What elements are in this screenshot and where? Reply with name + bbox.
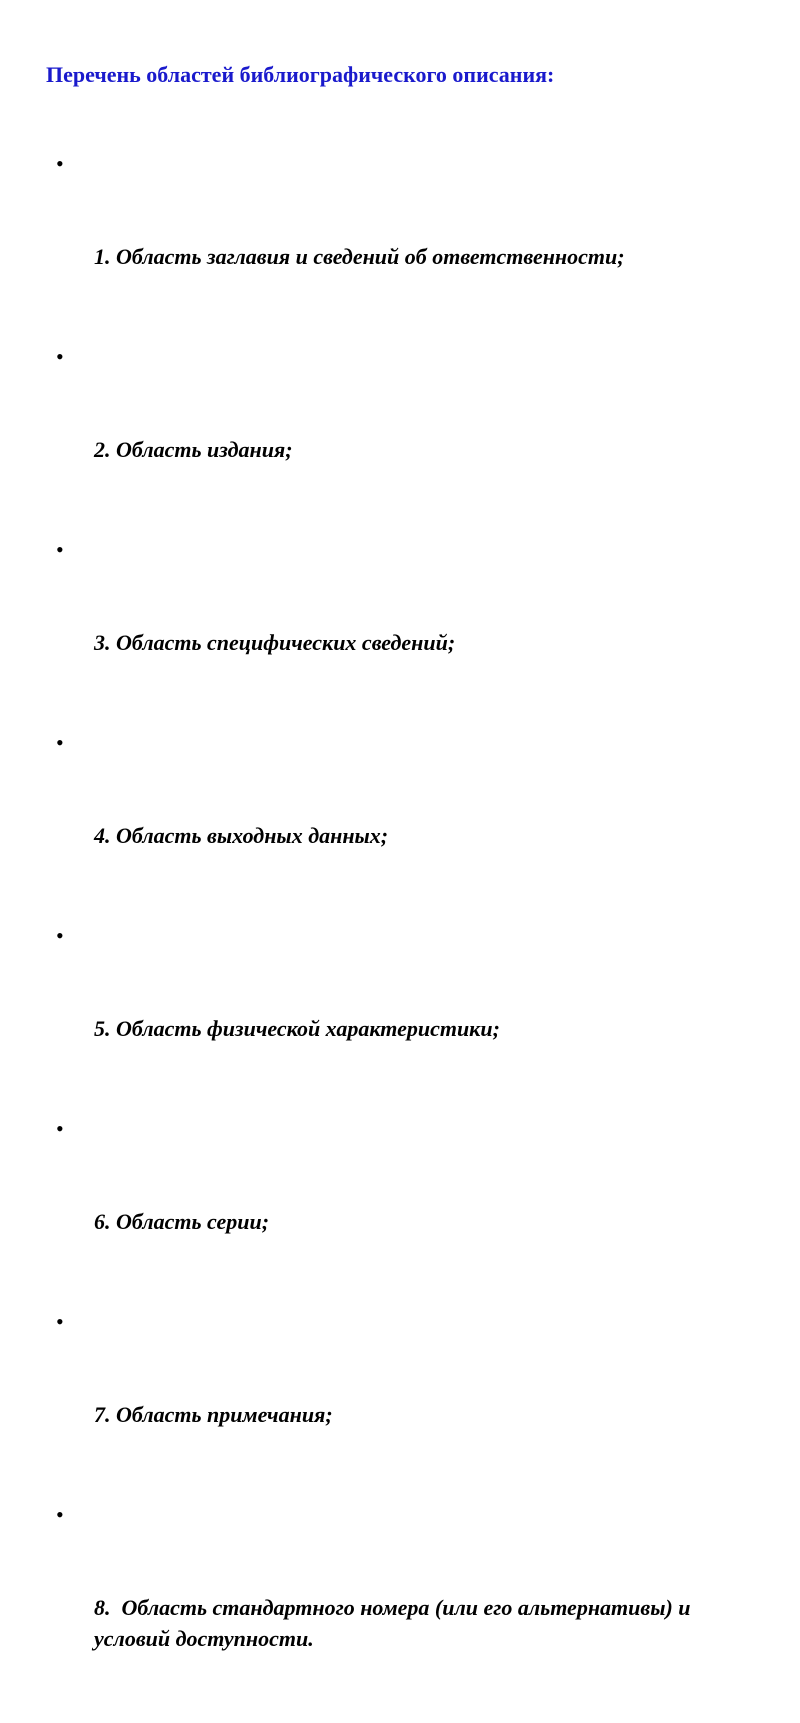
slide-title: Перечень областей библиографического описания:	[46, 62, 555, 87]
bullet-icon: •	[56, 1116, 64, 1141]
list-item	[46, 727, 746, 913]
list-item	[46, 1306, 746, 1492]
bullet-icon: •	[56, 151, 64, 176]
list-item	[46, 920, 746, 1106]
list-item-text: 1. Область заглавия и сведений об ответственности;	[94, 244, 625, 269]
bullet-icon: •	[56, 537, 64, 562]
list-item-text: 8. Область стандартного номера (или его альтернативы) и условий доступности.	[94, 1595, 697, 1651]
bullet-icon: •	[56, 344, 64, 369]
list-item-text: 3. Область специфических сведений;	[94, 630, 456, 655]
bullet-icon: •	[56, 923, 64, 948]
list-item	[46, 148, 746, 334]
list-item	[46, 1499, 746, 1716]
list-item-text: 5. Область физической характеристики;	[94, 1016, 500, 1041]
list-item-text: 7. Область примечания;	[94, 1402, 333, 1427]
list-item-text: 4. Область выходных данных;	[94, 823, 389, 848]
list-item	[46, 534, 746, 720]
bullet-icon: •	[56, 1309, 64, 1334]
list-item	[46, 1113, 746, 1299]
list-item-text: 2. Область издания;	[94, 437, 293, 462]
bullet-icon: •	[56, 1502, 64, 1527]
areas-list	[46, 148, 746, 1723]
list-item	[46, 341, 746, 527]
bullet-icon: •	[56, 730, 64, 755]
list-item-text: 6. Область серии;	[94, 1209, 270, 1234]
